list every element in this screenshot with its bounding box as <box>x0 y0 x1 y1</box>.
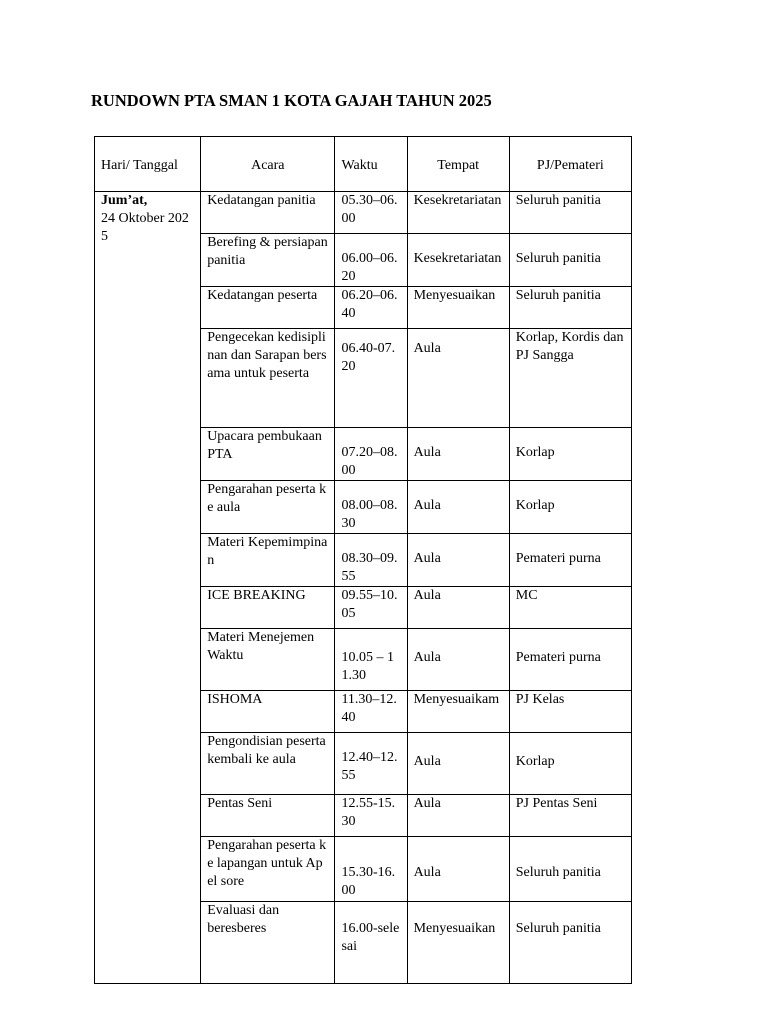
tempat-cell: Aula <box>407 329 509 428</box>
waktu-cell: 06.20–06.40 <box>335 287 407 329</box>
acara-cell: Pentas Seni <box>201 795 335 837</box>
tempat-cell: Menyesuaikan <box>407 287 509 329</box>
tempat-cell: Aula <box>407 733 509 795</box>
acara-cell: Kedatangan panitia <box>201 192 335 234</box>
tempat-cell: Kesekretariatan <box>407 192 509 234</box>
pj-cell: Korlap, Kordis dan PJ Sangga <box>509 329 631 428</box>
header-pj: PJ/Pemateri <box>509 137 631 192</box>
waktu-cell: 10.05 – 11.30 <box>335 629 407 691</box>
pj-cell: PJ Kelas <box>509 691 631 733</box>
acara-cell: Upacara pembukaan PTA <box>201 428 335 481</box>
pj-cell: Korlap <box>509 481 631 534</box>
acara-cell: ICE BREAKING <box>201 587 335 629</box>
pj-cell: Pemateri purna <box>509 534 631 587</box>
pj-cell: Seluruh panitia <box>509 234 631 287</box>
pj-cell: Seluruh panitia <box>509 837 631 902</box>
day-date: 24 Oktober 2025 <box>101 211 189 244</box>
acara-cell: Berefing & persiapan panitia <box>201 234 335 287</box>
waktu-cell: 05.30–06.00 <box>335 192 407 234</box>
header-acara: Acara <box>201 137 335 192</box>
pj-cell: MC <box>509 587 631 629</box>
day-name: Jum’at, <box>101 193 148 208</box>
header-day: Hari/ Tanggal <box>95 137 201 192</box>
acara-cell: Materi Kepemimpinan <box>201 534 335 587</box>
table-body <box>95 192 632 984</box>
tempat-cell: Menyesuaikan <box>407 902 509 984</box>
tempat-cell: Kesekretariatan <box>407 234 509 287</box>
pj-cell: PJ Pentas Seni <box>509 795 631 837</box>
waktu-cell: 08.30–09.55 <box>335 534 407 587</box>
rundown-table <box>94 136 632 984</box>
document-title: RUNDOWN PTA SMAN 1 KOTA GAJAH TAHUN 2025 <box>91 91 492 110</box>
acara-cell: Materi Menejemen Waktu <box>201 629 335 691</box>
acara-cell: Pengarahan peserta ke lapangan untuk Apel sore <box>201 837 335 902</box>
acara-cell: Pengondisian peserta kembali ke aula <box>201 733 335 795</box>
tempat-cell: Menyesuaikam <box>407 691 509 733</box>
header-waktu: Waktu <box>335 137 407 192</box>
waktu-cell: 12.55-15.30 <box>335 795 407 837</box>
waktu-cell: 16.00-selesai <box>335 902 407 984</box>
pj-cell: Seluruh panitia <box>509 287 631 329</box>
table-header-row <box>95 137 632 192</box>
waktu-cell: 11.30–12.40 <box>335 691 407 733</box>
tempat-cell: Aula <box>407 587 509 629</box>
pj-cell: Pemateri purna <box>509 629 631 691</box>
tempat-cell: Aula <box>407 534 509 587</box>
acara-cell: Kedatangan peserta <box>201 287 335 329</box>
acara-cell: Pengarahan peserta ke aula <box>201 481 335 534</box>
pj-cell: Korlap <box>509 733 631 795</box>
waktu-cell: 12.40–12.55 <box>335 733 407 795</box>
tempat-cell: Aula <box>407 795 509 837</box>
acara-cell: ISHOMA <box>201 691 335 733</box>
day-cell <box>95 192 201 984</box>
pj-cell: Seluruh panitia <box>509 902 631 984</box>
waktu-cell: 15.30-16.00 <box>335 837 407 902</box>
tempat-cell: Aula <box>407 428 509 481</box>
tempat-cell: Aula <box>407 629 509 691</box>
acara-cell: Pengecekan kedisiplinan dan Sarapan bersama untuk peserta <box>201 329 335 428</box>
waktu-cell: 07.20–08.00 <box>335 428 407 481</box>
tempat-cell: Aula <box>407 481 509 534</box>
waktu-cell: 06.00–06.20 <box>335 234 407 287</box>
tempat-cell: Aula <box>407 837 509 902</box>
waktu-cell: 09.55–10.05 <box>335 587 407 629</box>
acara-cell: Evaluasi dan beresberes <box>201 902 335 984</box>
waktu-cell: 06.40-07.20 <box>335 329 407 428</box>
table-row <box>95 192 632 234</box>
pj-cell: Korlap <box>509 428 631 481</box>
pj-cell: Seluruh panitia <box>509 192 631 234</box>
waktu-cell: 08.00–08.30 <box>335 481 407 534</box>
header-tempat: Tempat <box>407 137 509 192</box>
